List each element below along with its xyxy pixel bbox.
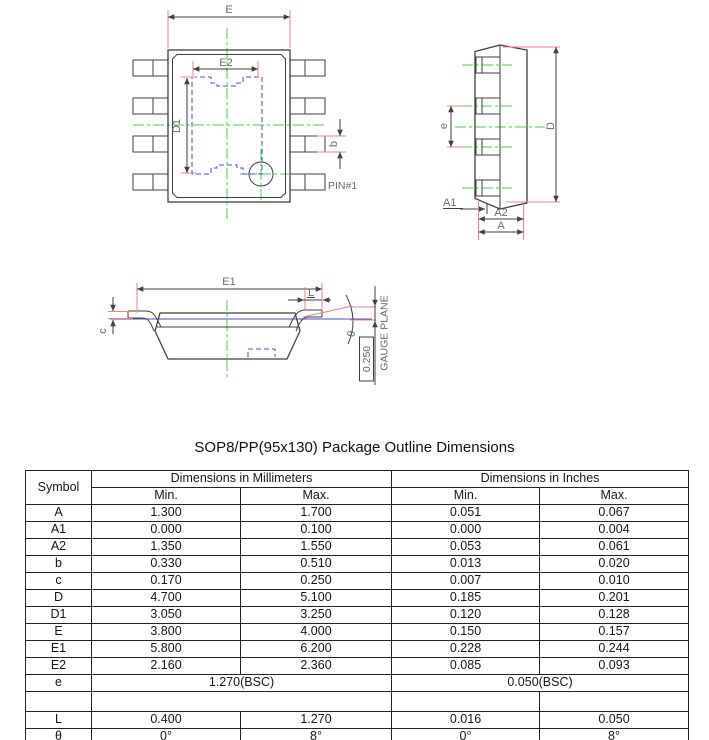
col-header-in-min: Min. [392, 488, 540, 505]
mm-max-cell: 0.510 [241, 556, 392, 573]
mm-max-cell: 0.250 [241, 573, 392, 590]
in-max-cell: 0.010 [540, 573, 689, 590]
in-max-cell: 0.061 [540, 539, 689, 556]
in-min-cell: 0.016 [392, 712, 540, 729]
empty-cell [392, 692, 540, 712]
col-header-mm-min: Min. [92, 488, 241, 505]
in-min-cell: 0.000 [392, 522, 540, 539]
col-header-in-max: Max. [540, 488, 689, 505]
table-row-e [26, 675, 689, 692]
symbol-cell: D1 [26, 607, 92, 624]
table-row-blank [26, 692, 689, 712]
in-max-cell: 8° [540, 729, 689, 740]
in-max-cell: 0.128 [540, 607, 689, 624]
in-max-cell: 0.244 [540, 641, 689, 658]
mm-max-cell: 0.100 [241, 522, 392, 539]
mm-max-cell: 4.000 [241, 624, 392, 641]
symbol-cell: D [26, 590, 92, 607]
front-view-drawing [85, 262, 395, 392]
symbol-cell: A [26, 505, 92, 522]
mm-max-cell: 8° [241, 729, 392, 740]
gauge-plane-label: GAUGE PLANE [378, 295, 391, 371]
dim-label-b: b [328, 140, 340, 148]
in-max-cell: 0.004 [540, 522, 689, 539]
in-min-cell: 0.120 [392, 607, 540, 624]
table-row [26, 505, 689, 522]
dim-label-c: c [97, 328, 109, 334]
symbol-cell: E [26, 624, 92, 641]
mm-min-cell: 0° [92, 729, 241, 740]
dim-label-D: D [545, 122, 557, 130]
header-row-groups [26, 471, 689, 488]
pad-mark [248, 349, 275, 357]
dim-label-theta: θ [345, 329, 359, 339]
pin1-label: PIN#1 [328, 180, 358, 192]
dim-label-e: e [438, 122, 450, 130]
in-max-cell: 0.067 [540, 505, 689, 522]
mm-min-cell: 3.800 [92, 624, 241, 641]
mm-max-cell: 1.270 [241, 712, 392, 729]
col-header-inch: Dimensions in Inches [392, 471, 689, 488]
in-min-cell: 0.007 [392, 573, 540, 590]
mm-max-cell: 6.200 [241, 641, 392, 658]
symbol-cell: e [26, 675, 92, 692]
dim-A1 [443, 197, 487, 214]
symbol-cell: θ [26, 729, 92, 740]
in-bsc-cell: 0.050(BSC) [392, 675, 689, 692]
mm-min-cell: 3.050 [92, 607, 241, 624]
table-row [26, 573, 689, 590]
mm-max-cell: 2.360 [241, 658, 392, 675]
table-row [26, 522, 689, 539]
top-view-drawing [100, 0, 368, 250]
table-row [26, 556, 689, 573]
dim-label-E: E [225, 4, 233, 16]
table-row [26, 590, 689, 607]
dim-label-L: L [307, 287, 315, 299]
table-row [26, 641, 689, 658]
mm-min-cell: 4.700 [92, 590, 241, 607]
dim-E2 [193, 57, 258, 76]
symbol-cell: c [26, 573, 92, 590]
in-min-cell: 0.051 [392, 505, 540, 522]
in-min-cell: 0.013 [392, 556, 540, 573]
in-min-cell: 0.228 [392, 641, 540, 658]
symbol-cell: A2 [26, 539, 92, 556]
dim-label-E2: E2 [219, 57, 233, 69]
col-header-mm: Dimensions in Millimeters [92, 471, 392, 488]
mm-min-cell: 0.400 [92, 712, 241, 729]
symbol-cell: A1 [26, 522, 92, 539]
table-row [26, 624, 689, 641]
in-min-cell: 0.053 [392, 539, 540, 556]
mm-max-cell: 1.700 [241, 505, 392, 522]
dim-E1 [137, 276, 322, 313]
symbol-cell: L [26, 712, 92, 729]
in-min-cell: 0.185 [392, 590, 540, 607]
mm-min-cell: 0.330 [92, 556, 241, 573]
in-max-cell: 0.157 [540, 624, 689, 641]
dim-label-A1: A1 [443, 197, 457, 209]
dim-D [503, 47, 560, 202]
empty-cell [26, 692, 92, 712]
side-view-drawing [425, 18, 595, 258]
mm-max-cell: 3.250 [241, 607, 392, 624]
gauge-value-label: 0.250 [361, 345, 373, 373]
in-max-cell: 0.201 [540, 590, 689, 607]
mm-min-cell: 0.000 [92, 522, 241, 539]
in-min-cell: 0.150 [392, 624, 540, 641]
in-min-cell: 0.085 [392, 658, 540, 675]
mm-max-cell: 5.100 [241, 590, 392, 607]
dim-label-A: A [497, 220, 505, 232]
dim-b [317, 119, 346, 169]
empty-cell [540, 692, 689, 712]
symbol-cell: b [26, 556, 92, 573]
dimensions-table [25, 470, 689, 740]
table-row [26, 712, 689, 729]
mm-bsc-cell: 1.270(BSC) [92, 675, 392, 692]
in-max-cell: 0.020 [540, 556, 689, 573]
dim-label-A2: A2 [494, 207, 508, 219]
mm-min-cell: 0.170 [92, 573, 241, 590]
leads-and-body [128, 310, 322, 359]
table-row [26, 539, 689, 556]
col-header-symbol: Symbol [26, 471, 92, 505]
symbol-cell: E1 [26, 641, 92, 658]
page-title: SOP8/PP(95x130) Package Outline Dimensions [194, 439, 515, 456]
in-min-cell: 0° [392, 729, 540, 740]
table-row [26, 607, 689, 624]
mm-min-cell: 1.300 [92, 505, 241, 522]
dim-A [479, 220, 524, 232]
in-max-cell: 0.050 [540, 712, 689, 729]
table-row [26, 658, 689, 675]
mm-min-cell: 5.800 [92, 641, 241, 658]
col-header-mm-max: Max. [241, 488, 392, 505]
in-max-cell: 0.093 [540, 658, 689, 675]
mm-min-cell: 1.350 [92, 539, 241, 556]
header-row-minmax [26, 488, 689, 505]
symbol-cell: E2 [26, 658, 92, 675]
table-row [26, 729, 689, 740]
dim-L [288, 287, 331, 311]
dim-label-E1: E1 [222, 276, 236, 288]
mm-min-cell: 2.160 [92, 658, 241, 675]
mm-max-cell: 1.550 [241, 539, 392, 556]
empty-cell [92, 692, 392, 712]
dim-E [168, 4, 290, 48]
dim-label-D1: D1 [171, 118, 183, 134]
